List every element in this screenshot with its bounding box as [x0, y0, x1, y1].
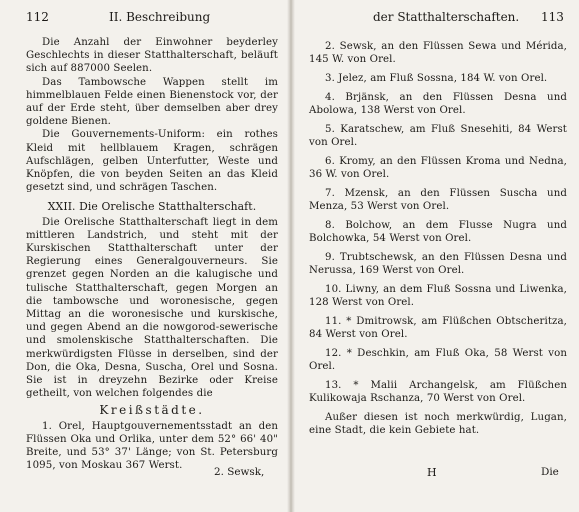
right-page-body — [309, 40, 567, 443]
entry-malii-archangelsk: 13. * Malii Archangelsk, am Flüßchen Kulikowaja Rschanza, 70 Werst von Orel. — [309, 379, 567, 404]
running-head-right: der Statthalterschaften. — [373, 10, 520, 24]
right-header — [309, 10, 567, 26]
entry-mzensk: 7. Mzensk, an den Flüssen Suscha und Menza, 53 Werst von Orel. — [309, 187, 567, 212]
entry-bolchow: 8. Bolchow, an dem Flusse Nugra und Bolchowka, 54 Werst von Orel. — [309, 219, 567, 244]
left-page-body — [26, 36, 278, 473]
entry-kromy: 6. Kromy, an den Flüssen Kroma und Nedna, 36 W. von Orel. — [309, 155, 567, 180]
entry-brjansk: 4. Brjänsk, an den Flüssen Desna und Abolowa, 138 Werst von Orel. — [309, 91, 567, 116]
entry-dmitrowsk: 11. * Dmitrowsk, am Flüßchen Obtscheritza, 84 Werst von Orel. — [309, 315, 567, 340]
signature-mark: H — [427, 466, 437, 479]
entry-trubtschewsk: 9. Trubtschewsk, an den Flüssen Desna und Nerussa, 169 Werst von Orel. — [309, 251, 567, 276]
entry-liwny: 10. Liwny, an dem Fluß Sossna und Liwenka, 128 Werst von Orel. — [309, 283, 567, 308]
closing-paragraph: Außer diesen ist noch merkwürdig, Lugan, eine Stadt, die kein Gebiete hat. — [309, 411, 567, 436]
uniform-paragraph: Die Gouvernements-Uniform: ein rothes Kleid mit hellblauem Kragen, schrägen Aufschlägen, gelben Unterfutter, Weste und Knöpfen, die von beyden Seiten an das Kleid gesetzt sind, und schrägen Taschen. — [26, 129, 278, 194]
section-heading: XXII. Die Orelische Statthalterschaft. — [47, 200, 257, 214]
entry-jelez: 3. Jelez, am Fluß Sossna, 184 W. von Orel. — [325, 73, 548, 84]
book-gutter — [287, 0, 295, 512]
entry-sewsk: 2. Sewsk, an den Flüssen Sewa und Mérida, 145 W. von Orel. — [309, 41, 567, 66]
catchword-left: 2. Sewsk, — [214, 466, 265, 478]
kreis-heading: Kreißstädte. — [99, 403, 205, 418]
right-page — [295, 0, 579, 512]
coat-of-arms-paragraph: Das Tambowsche Wappen stellt im himmelblauen Felde einen Bienenstock vor, der auf der Erde steht, über demselben aber drey goldene Bienen. — [26, 76, 278, 128]
catchword-right: Die — [541, 466, 559, 478]
population-paragraph: Die Anzahl der Einwohner beyderley Geschlechts in dieser Statthalterschaft, beläuft sich auf 887000 Seelen. — [26, 37, 278, 75]
running-head-left: II. Beschreibung — [109, 10, 211, 24]
entry-karatschew: 5. Karatschew, am Fluß Snesehiti, 84 Werst von Orel. — [309, 123, 567, 148]
left-page — [0, 0, 287, 512]
section-paragraph: Die Orelische Statthalterschaft liegt in dem mittleren Landstrich, und steht mit der Kurskischen Statthalterschaft unter der Regierung eines Generalgouverneurs. Sie grenzet gegen Norden an die kalugische und tulische Statthalterschaft, gegen Morgen an die tambowsche und woronesische, gegen Mittag an die woronesische und kurskische, und gegen Abend an die nowgorod-sewerische und smolenskische Statthalterschaften. Die merkwürdigsten Flüsse in derselben, sind der Don, die Oka, Desna, Suscha, Orel und Sosna. Sie ist in dreyzehn Bezirke oder Kreise getheilt, von welchen folgendes die — [26, 216, 278, 400]
entry-deschkin: 12. * Deschkin, am Fluß Oka, 58 Werst von Orel. — [309, 347, 567, 372]
page-number-right: 113 — [541, 10, 564, 24]
left-header — [26, 10, 278, 26]
page-number-left: 112 — [26, 10, 49, 24]
entry-orel: 1. Orel, Hauptgouvernementsstadt an den Flüssen Oka und Orlika, unter dem 52° 66' 40" Breite, und 53° 37' Länge; von St. Petersburg 1095, von Moskau 367 Werst. — [26, 420, 278, 472]
